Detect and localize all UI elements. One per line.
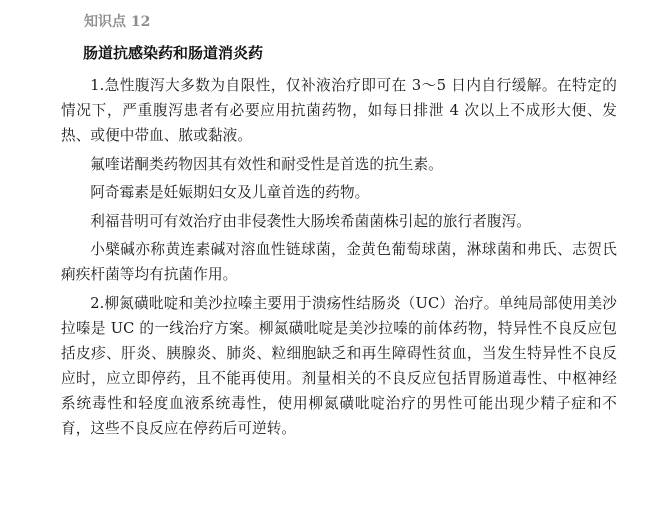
- paragraph-acute-diarrhea: 1.急性腹泻大多数为自限性，仅补液治疗即可在 3～5 日内自行缓解。在特定的情况下，严重腹泻患者有必要应用抗菌药物，如每日排泄 4 次以上不成形大便、发热、或便中带血、脓或黏液。: [61, 77, 617, 144]
- paragraph-azithromycin: 阿奇霉素是妊娠期妇女及儿童首选的药物。: [90, 184, 370, 202]
- content-body: [61, 73, 617, 445]
- knowledge-point-label: 知识点 12: [84, 14, 151, 30]
- paragraph-fluoroquinolones: 氟喹诺酮类药物因其有效性和耐受性是首选的抗生素。: [90, 155, 443, 173]
- paragraph-berberine: 小檗碱亦称黄连素碱对溶血性链球菌，金黄色葡萄球菌，淋球菌和弗氏、志贺氏痢疾杆菌等均有抗菌作用。: [61, 241, 617, 284]
- section-title: 肠道抗感染药和肠道消炎药: [83, 44, 264, 62]
- paragraph-rifaximin: 利福昔明可有效治疗由非侵袭性大肠埃希菌菌株引起的旅行者腹泻。: [90, 212, 532, 230]
- paragraph-sulfasalazine: 2.柳氮磺吡啶和美沙拉嗪主要用于溃疡性结肠炎（UC）治疗。单纯局部使用美沙拉嗪是 UC 的一线治疗方案。柳氮磺吡啶是美沙拉嗪的前体药物，特异性不良反应包括皮疹、肝炎、胰腺炎、肺炎、粒细胞缺乏和再生障碍性贫血，当发生特异性不良反应时，应立即停药，且不能再使用。剂量相关的不良反应包括胃肠道毒性、中枢神经系统毒性和轻度血液系统毒性，使用柳氮磺吡啶治疗的男性可能出现少精子症和不育，这些不良反应在停药后可逆转。: [61, 294, 617, 437]
